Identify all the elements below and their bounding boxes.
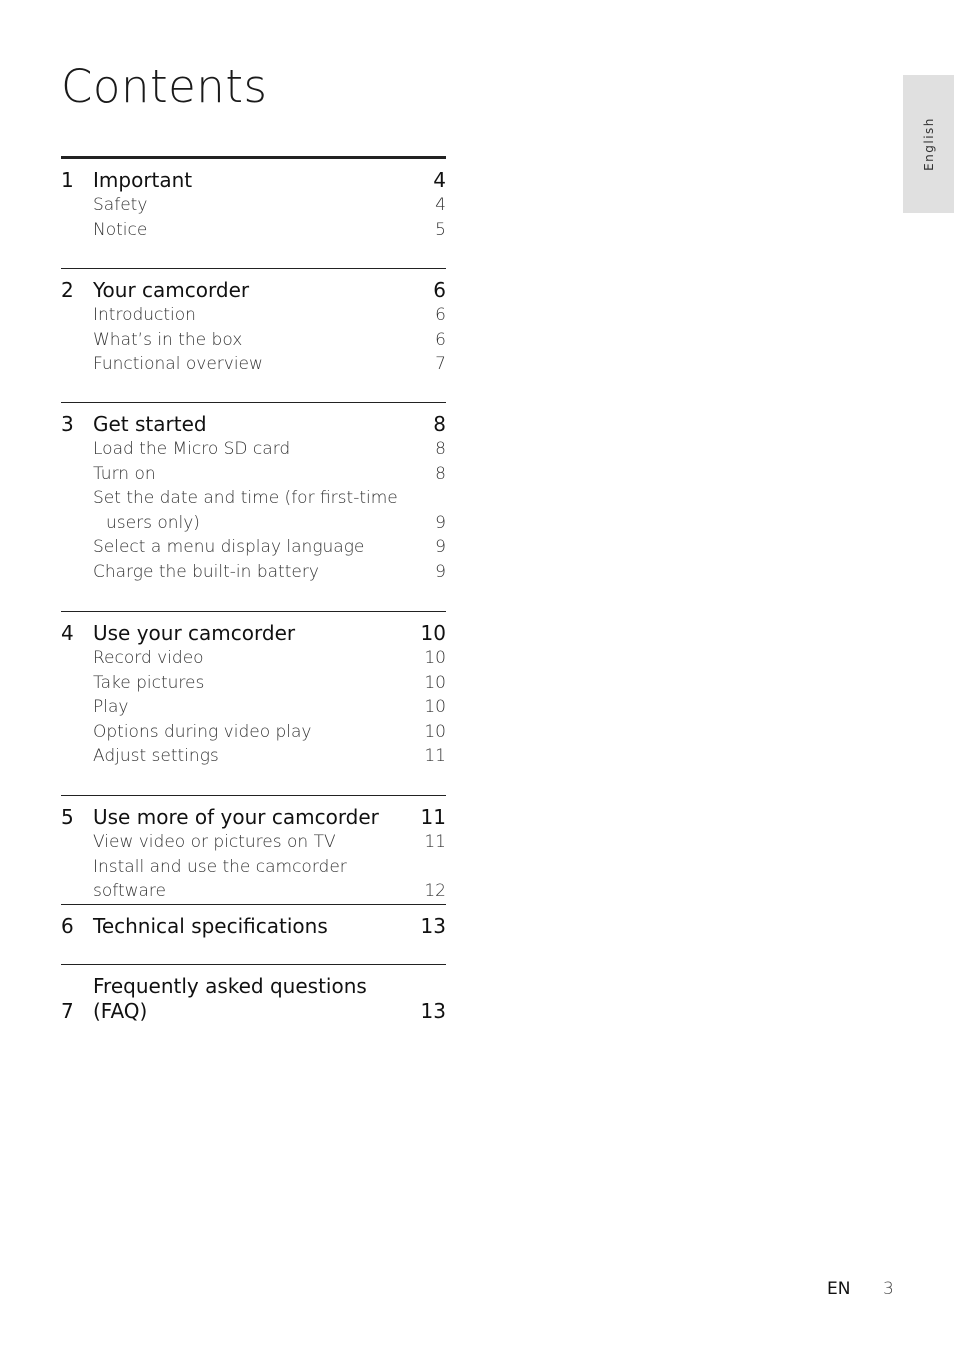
toc-item[interactable] — [61, 695, 446, 720]
toc-item-label: Select a menu display language — [93, 537, 365, 558]
section-page: 13 — [420, 914, 446, 938]
section-page: 4 — [433, 168, 446, 192]
toc-section — [61, 904, 446, 939]
toc-item-label: What’s in the box — [93, 329, 243, 350]
toc-heading-row[interactable] — [61, 974, 446, 1024]
section-number: 4 — [61, 621, 74, 645]
toc-item-label: Load the Micro SD card — [93, 439, 291, 459]
toc-item-page: 6 — [435, 329, 446, 350]
toc-section — [61, 402, 446, 585]
section-page: 6 — [433, 278, 446, 302]
section-title: Use more of your camcorder — [93, 805, 379, 829]
toc-item-page: 8 — [435, 439, 446, 459]
toc-item-page: 9 — [435, 537, 446, 558]
toc-heading-row[interactable] — [61, 914, 446, 939]
toc-item-label: Set the date and time (for first-time — [93, 488, 398, 509]
toc-section — [61, 795, 446, 904]
section-title: Technical specifications — [93, 914, 328, 938]
section-page: 8 — [433, 412, 446, 436]
toc-item[interactable] — [61, 328, 446, 353]
toc-item-label: Options during video play — [93, 721, 312, 742]
toc-item-page: 12 — [424, 881, 446, 902]
toc-item-label: Safety — [93, 195, 148, 215]
toc-item-label-continuation: users only) — [106, 512, 200, 533]
toc-heading-row[interactable] — [61, 278, 446, 303]
toc-item-page: 11 — [424, 832, 446, 852]
section-title: Get started — [93, 412, 207, 436]
toc-item-page: 6 — [435, 305, 446, 325]
toc-item-label: Introduction — [93, 305, 196, 325]
toc-item[interactable] — [61, 462, 446, 487]
toc-heading-row[interactable] — [61, 168, 446, 193]
toc-section — [61, 964, 446, 1024]
toc-item-label: View video or pictures on TV — [93, 832, 336, 852]
toc-item-page: 4 — [435, 195, 446, 215]
section-title: Frequently asked questions (FAQ) — [93, 974, 367, 1023]
toc-item-label: Play — [93, 697, 129, 718]
language-tab-label: English — [921, 117, 936, 171]
toc-item[interactable] — [61, 671, 446, 696]
toc-heading-row[interactable] — [61, 412, 446, 437]
toc-item-page: 11 — [424, 746, 446, 767]
section-number: 6 — [61, 914, 74, 938]
toc-heading-row[interactable] — [61, 805, 446, 830]
section-number: 2 — [61, 278, 74, 302]
section-number: 5 — [61, 805, 74, 829]
toc-item-label: Notice — [93, 219, 148, 240]
footer-page-number: 3 — [883, 1279, 894, 1299]
section-number: 1 — [61, 168, 74, 192]
section-page: 10 — [420, 621, 446, 645]
toc-item-label: Charge the built-in battery — [93, 561, 319, 582]
toc-item[interactable] — [61, 535, 446, 560]
toc-item-label: Turn on — [93, 463, 156, 484]
footer-language-code: EN — [827, 1279, 851, 1299]
toc-item-page: 9 — [435, 561, 446, 582]
toc-item[interactable] — [61, 352, 446, 377]
toc-section — [61, 611, 446, 769]
section-number: 7 — [61, 999, 74, 1023]
section-page: 13 — [420, 999, 446, 1023]
toc-item[interactable] — [61, 437, 446, 462]
toc-item[interactable] — [61, 560, 446, 585]
toc-item-page: 8 — [435, 463, 446, 484]
toc-section — [61, 268, 446, 377]
toc-item[interactable] — [61, 855, 446, 904]
page-title: Contents — [61, 60, 268, 113]
section-page: 11 — [420, 805, 446, 829]
toc-item-label-wrapped — [61, 486, 427, 535]
toc-item-label: Functional overview — [93, 354, 263, 375]
toc-item-page: 7 — [435, 354, 446, 375]
section-title: Your camcorder — [93, 278, 250, 302]
toc-item-page: 10 — [424, 648, 446, 668]
toc-item[interactable] — [61, 193, 446, 218]
toc-item-page: 10 — [424, 697, 446, 718]
toc-item[interactable] — [61, 720, 446, 745]
section-title: Important — [93, 168, 193, 192]
toc-section — [61, 156, 446, 242]
toc-item-page: 10 — [424, 721, 446, 742]
language-tab — [903, 75, 954, 213]
toc-item[interactable] — [61, 646, 446, 671]
toc-item-page: 10 — [424, 672, 446, 693]
toc-item-page: 9 — [435, 512, 446, 533]
toc-item[interactable] — [61, 303, 446, 328]
toc-item[interactable] — [61, 744, 446, 769]
toc-item[interactable] — [61, 486, 446, 535]
toc-item[interactable] — [61, 218, 446, 243]
toc-item-label: Take pictures — [93, 672, 205, 693]
toc-item-page: 5 — [435, 219, 446, 240]
section-title: Use your camcorder — [93, 621, 296, 645]
section-number: 3 — [61, 412, 74, 436]
toc-item-label: Record video — [93, 648, 204, 668]
toc-heading-row[interactable] — [61, 621, 446, 646]
toc-item-label: Install and use the camcorder software — [93, 856, 347, 902]
toc-item-label: Adjust settings — [93, 746, 219, 767]
toc-item[interactable] — [61, 830, 446, 855]
